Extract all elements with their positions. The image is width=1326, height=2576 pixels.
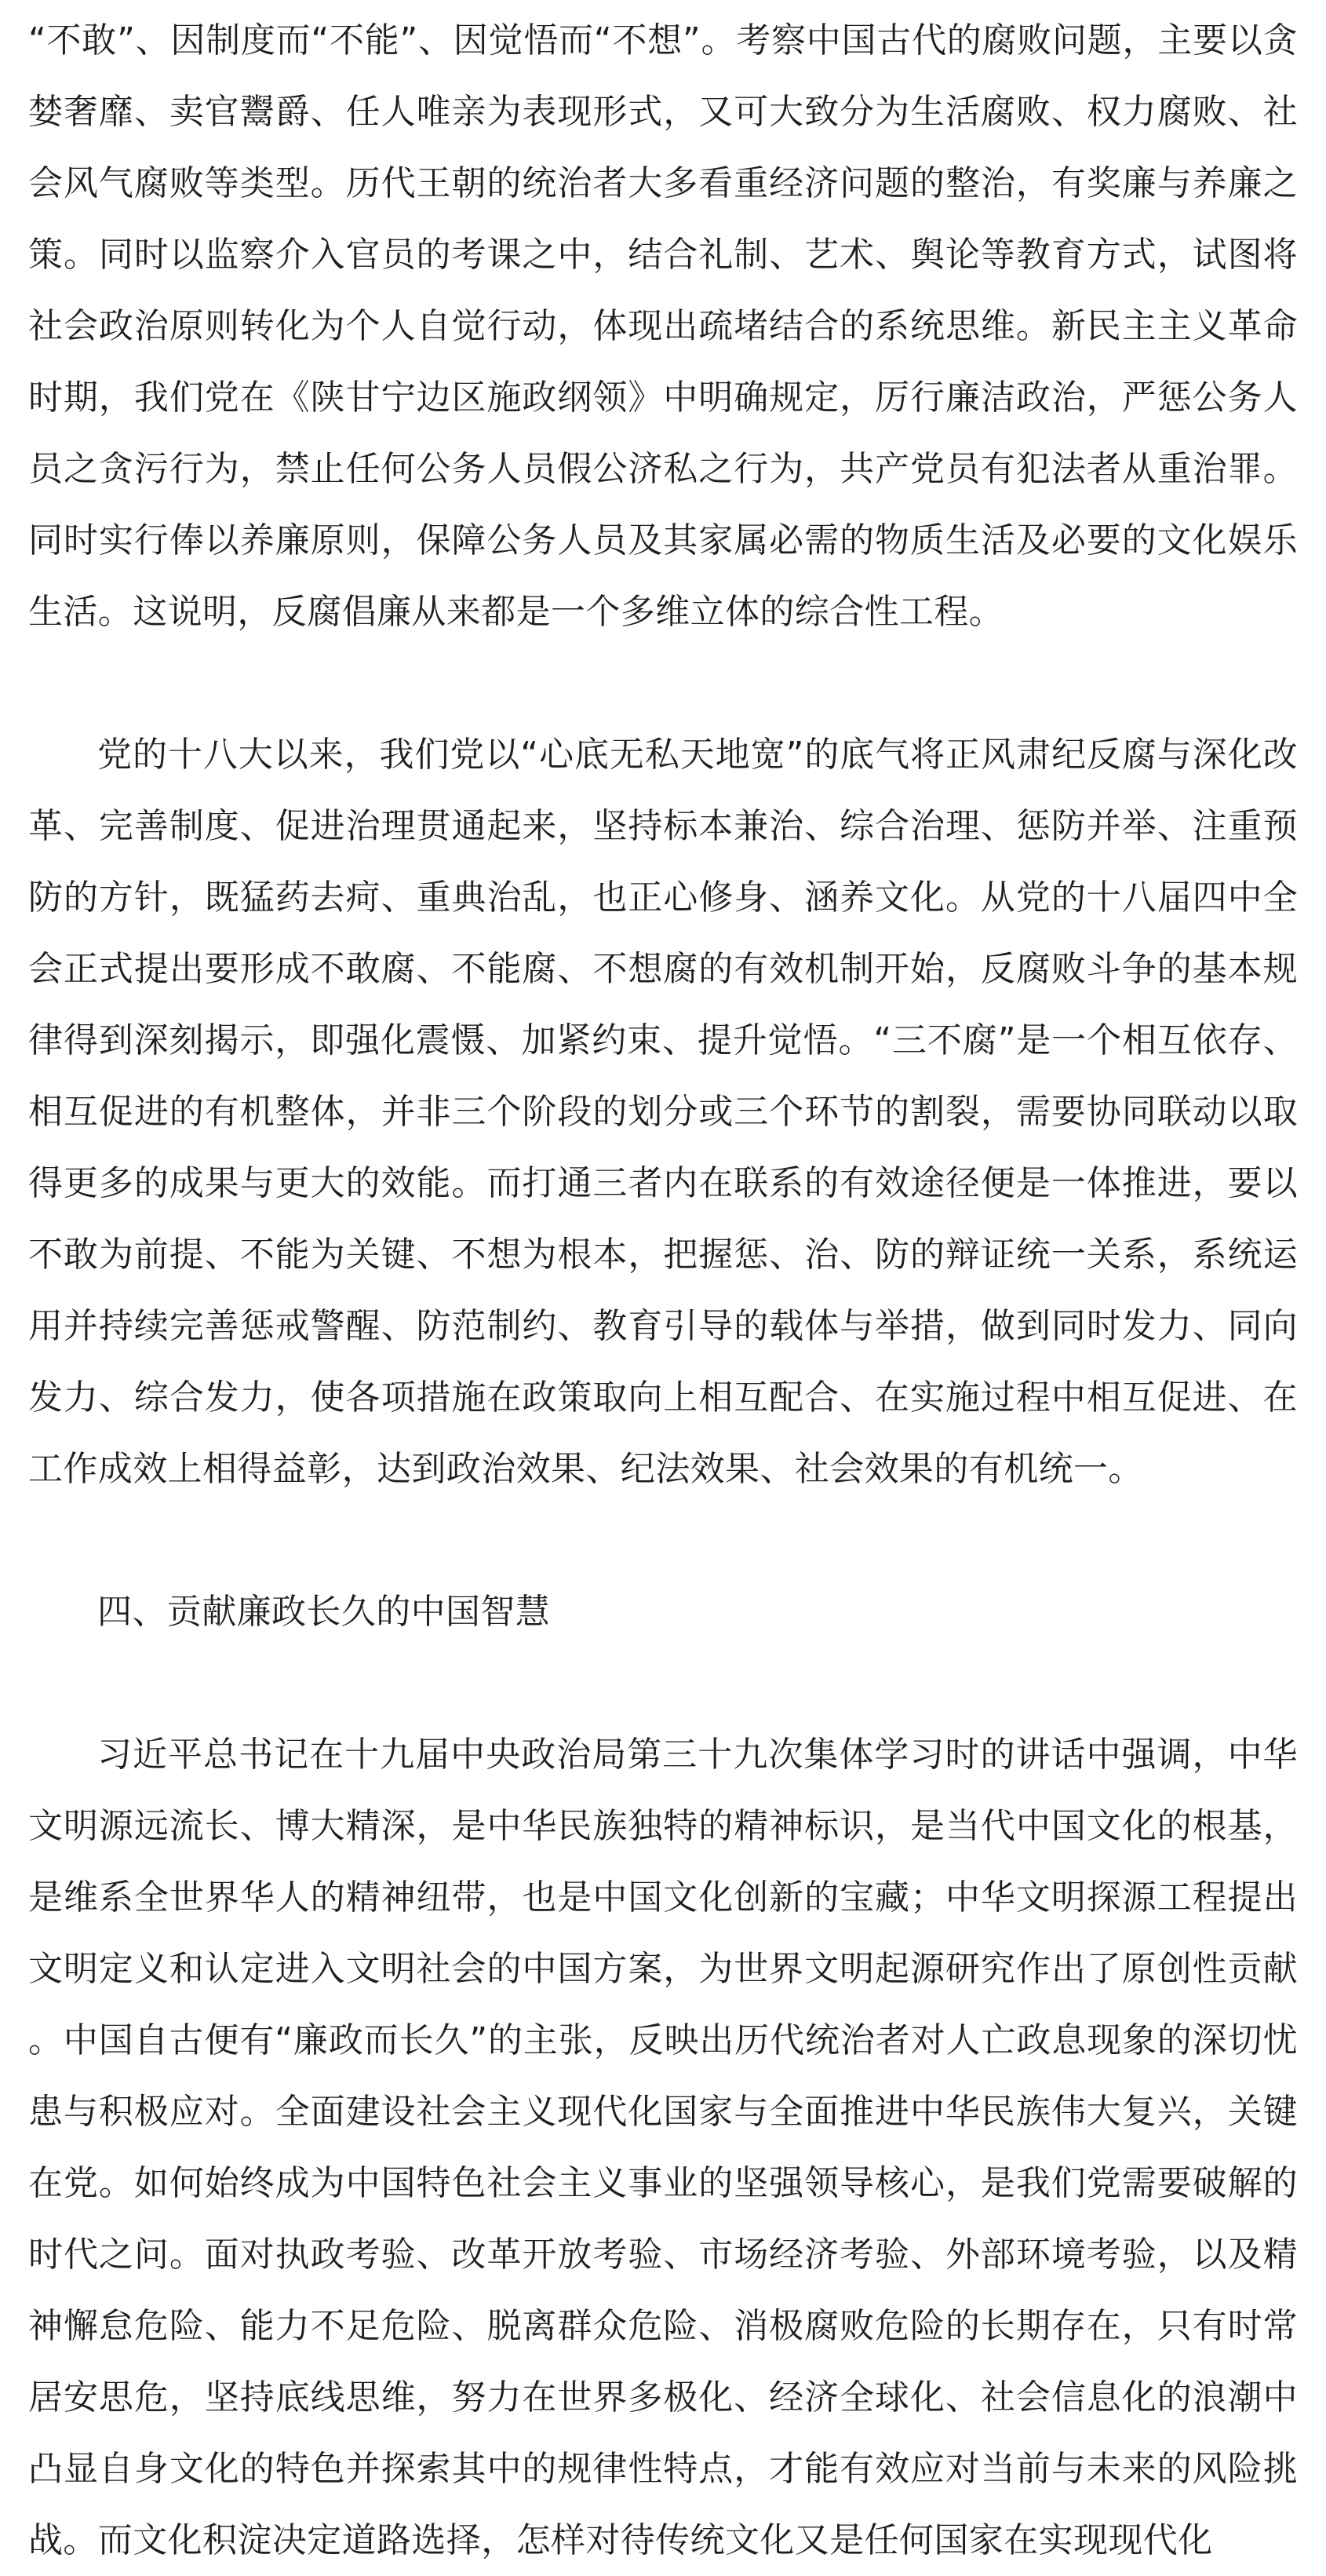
paragraph-chinese-wisdom: 习近平总书记在十九届中央政治局第三十九次集体学习时的讲话中强调，中华文明源远流长、博大精深，是中华民族独特的精神标识，是当代中国文化的根基，是维系全世界华人的精神纽带，也是中国文化创新的宝藏；中华文明探源工程提出文明定义和认定进入文明社会的中国方案，为世界文明起源研究作出了原创性贡献。中国自古便有“廉政而长久”的主张，反映出历代统治者对人亡政息现象的深切忧患与积极应对。全面建设社会主义现代化国家与全面推进中华民族伟大复兴，关键在党。如何始终成为中国特色社会主义事业的坚强领导核心，是我们党需要破解的时代之问。面对执政考验、改革开放考验、市场经济考验、外部环境考验，以及精神懈怠危险、能力不足危险、脱离群众危险、消极腐败危险的长期存在，只有时常居安思危，坚持底线思维，努力在世界多极化、经济全球化、社会信息化的浪潮中凸显自身文化的特色并探索其中的规律性特点，才能有效应对当前与未来的风险挑战。而文化积淀决定道路选择，怎样对待传统文化又是任何国家在实现现代化 <box>28 1735 1298 2560</box>
paragraph-gap <box>28 1505 1298 1576</box>
paragraph-institutional-anticorruption: “不敢”、因制度而“不能”、因觉悟而“不想”。考察中国古代的腐败问题，主要以贪婪奢靡、卖官鬻爵、任人唯亲为表现形式，又可大致分为生活腐败、权力腐败、社会风气腐败等类型。历代王朝的统治者大多看重经济问题的整治，有奖廉与养廉之策。同时以监察介入官员的考课之中，结合礼制、艺术、舆论等教育方式，试图将社会政治原则转化为个人自觉行动，体现出疏堵结合的系统思维。新民主主义革命时期，我们党在《陕甘宁边区施政纲领》中明确规定，厉行廉洁政治，严惩公务人员之贪污行为，禁止任何公务人员假公济私之行为，共产党员有犯法者从重治罪。同时实行俸以养廉原则，保障公务人员及其家属必需的物质生活及必要的文化娱乐生活。这说明，反腐倡廉从来都是一个多维立体的综合性工程。 <box>28 20 1298 632</box>
section-heading-four: 四、贡献廉政长久的中国智慧 <box>97 1592 551 1632</box>
paragraph-gap <box>28 1647 1298 1719</box>
paragraph-three-no-corruption: 党的十八大以来，我们党以“心底无私天地宽”的底气将正风肃纪反腐与深化改革、完善制度、促进治理贯通起来，坚持标本兼治、综合治理、惩防并举、注重预防的方针，既猛药去疴、重典治乱，也正心修身、涵养文化。从党的十八届四中全会正式提出要形成不敢腐、不能腐、不想腐的有效机制开始，反腐败斗争的基本规律得到深刻揭示，即强化震慑、加紧约束、提升觉悟。“三不腐”是一个相互依存、相互促进的有机整体，并非三个阶段的划分或三个环节的割裂，需要协同联动以取得更多的成果与更大的效能。而打通三者内在联系的有效途径便是一体推进，要以不敢为前提、不能为关键、不想为根本，把握惩、治、防的辩证统一关系，系统运用并持续完善惩戒警醒、防范制约、教育引导的载体与举措，做到同时发力、同向发力、综合发力，使各项措施在政策取向上相互配合、在实施过程中相互促进、在工作成效上相得益彰，达到政治效果、纪法效果、社会效果的有机统一。 <box>28 735 1298 1489</box>
paragraph-gap <box>28 648 1298 719</box>
